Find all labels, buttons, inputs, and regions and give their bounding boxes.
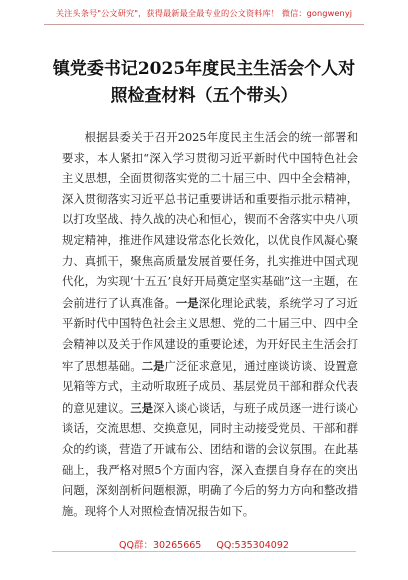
body-text-3: 广泛征求意见，通过座谈访谈、设置意见箱等方式，主动听取班子成员、基层党员干部和群众代表的意见建议。 bbox=[62, 359, 358, 415]
header-promo-note: 关注头条号"公文研究"，获得最新最全最专业的公文资料库！ 微信：gongwenyj bbox=[55, 8, 353, 18]
marker-first: 一是 bbox=[175, 295, 199, 310]
title-line-1: 镇党委书记2025年度民主生活会个人对 bbox=[52, 59, 356, 79]
body-text-1: 根据县委关于召开2025年度民主生活会的统一部署和要求，本人紧扣“深入学习贯彻习近平新时代中国特色社会主义思想，全面贯彻落实党的二十届三中、四中全会精神，深入贯彻落实习近平总书记重要讲话和重要指示批示精神，以打攻坚战、持久战的决心和恒心，锲而不舍落实中央八项规定精神，推进作风建设常态化长效化，以优良作风凝心聚力、真抓干，聚焦高质量发展首要任务，扎实推进中国式现代化，为实现‘十五五’良好开局奠定坚实基础”这一主题，在会前进行了认真准备。 bbox=[62, 131, 358, 310]
body-text-2: 深化理论武装，系统学习了习近平新时代中国特色社会主义思想、党的二十届三中、四中全会精神以及关于作风建设的重要论述，为开好民主生活会打牢了思想基础。 bbox=[62, 296, 358, 373]
footer-qq-group: QQ群：30265665 bbox=[119, 540, 202, 551]
marker-second: 二是 bbox=[141, 358, 165, 373]
header-divider bbox=[44, 24, 364, 25]
footer-divider bbox=[52, 551, 356, 552]
marker-third: 三是 bbox=[130, 400, 154, 415]
body-text-4: 深入谈心谈话，与班子成员逐一进行谈心谈话，交流思想、交换意见，同时主动接受党员、干部和群众的约谈，营造了开诚布公、团结和谐的会议氛围。在此基础上，我严格对照5个方面内容，深入查摆自身存在的突出问题，深刻剖析问题根源，明确了今后的努力方向和整改措施。现将个人对照检查情况报告如下。 bbox=[62, 401, 358, 518]
title-line-2: 照检查材料（五个带头） bbox=[110, 86, 298, 106]
footer-contact bbox=[0, 537, 408, 551]
body-paragraph bbox=[62, 128, 358, 522]
document-title bbox=[0, 56, 408, 110]
footer-qq: QQ:535304092 bbox=[216, 540, 289, 551]
